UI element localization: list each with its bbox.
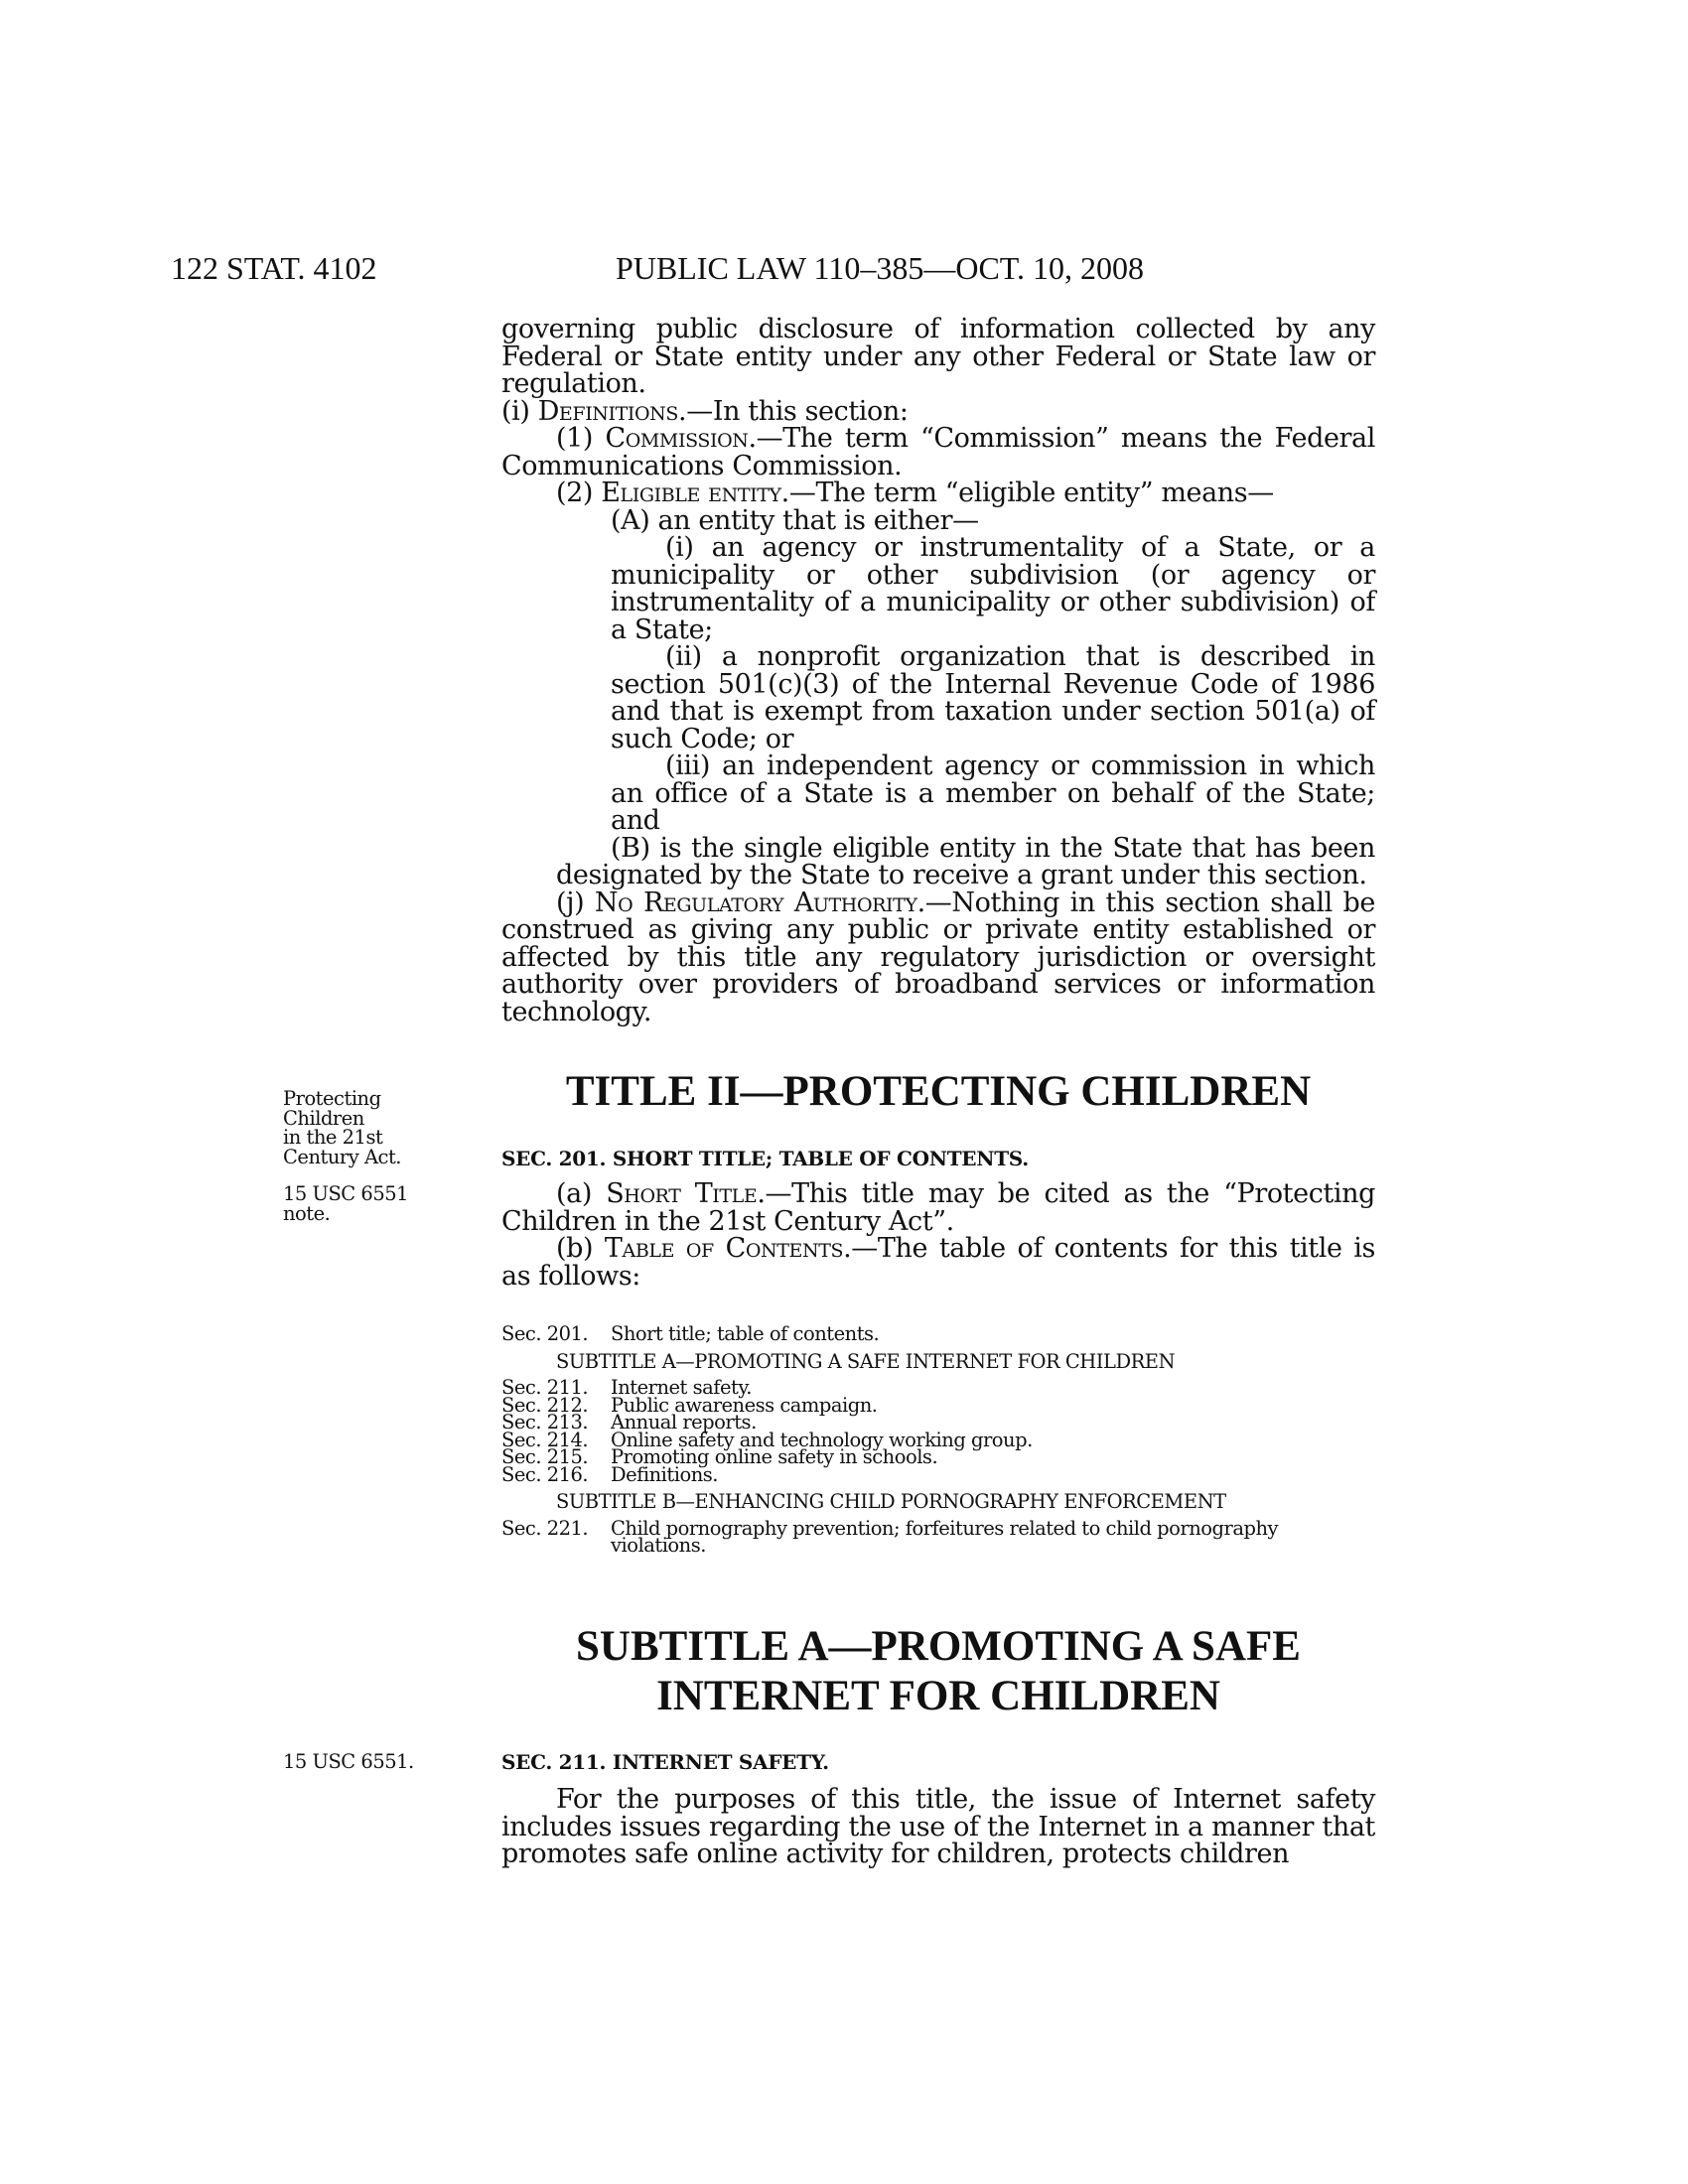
section-201-heading: SEC. 201. SHORT TITLE; TABLE OF CONTENTS. bbox=[501, 1147, 1029, 1170]
toc-entry: Sec. 212. Public awareness campaign. bbox=[501, 1393, 878, 1417]
clause-i: (i) an agency or instrumentality of a State, or a municipality or other subdivision (or agency or instrumentality of a municipality or other subdivision) of a State; bbox=[611, 532, 1375, 645]
margin-note-usc: 15 USC 6551 note. bbox=[283, 1182, 409, 1225]
section-211-body bbox=[501, 1786, 1375, 1868]
toc-entry: Sec. 211. Internet safety. bbox=[501, 1376, 752, 1399]
paragraph-2: (2) Eligible entity.—The term “eligible entity” means— bbox=[556, 478, 1274, 508]
subsection-j: (j) No Regulatory Authority.—Nothing in this section shall be construed as giving any public or private entity established or affected by this title any regulatory jurisdiction or oversight authority over providers of broadband services or information technology. bbox=[501, 887, 1376, 1027]
toc-entry: Sec. 216. Definitions. bbox=[501, 1462, 719, 1486]
statute-page-number: 122 STAT. 4102 bbox=[171, 250, 377, 286]
subparagraph-B: (B) is the single eligible entity in the State that has been designated by the State to receive a grant under this section. bbox=[556, 832, 1375, 890]
toc-entry: Sec. 214. Online safety and technology working group. bbox=[501, 1428, 1033, 1451]
paragraph-continued: governing public disclosure of information collected by any Federal or State entity under any other Federal or State law or regulation. bbox=[501, 314, 1375, 399]
section-201-body bbox=[501, 1180, 1375, 1290]
section-211-heading: SEC. 211. INTERNET SAFETY. bbox=[501, 1750, 829, 1774]
toc-entry: Sec. 213. Annual reports. bbox=[501, 1411, 757, 1433]
subsection-i: (i) Definitions.—In this section: bbox=[501, 395, 909, 427]
clause-iii: (iii) an independent agency or commission in which an office of a State is a member on behalf of the State; and bbox=[611, 751, 1375, 836]
subtitle-a-heading: SUBTITLE A—PROMOTING A SAFE INTERNET FOR CHILDREN bbox=[576, 1623, 1301, 1719]
clause-ii: (ii) a nonprofit organization that is described in section 501(c)(3) of the Internal Revenue Code of 1986 and that is exempt from taxation under section 501(a) of such Code; or bbox=[611, 641, 1375, 754]
subsection-heading: No Regulatory Authority bbox=[594, 887, 917, 918]
subparagraph-A: (A) an entity that is either— bbox=[611, 504, 979, 536]
margin-note-short-title: Protecting Children in the 21st Century Act. bbox=[283, 1087, 401, 1168]
toc-subtitle-b: SUBTITLE B—ENHANCING CHILD PORNOGRAPHY ENFORCEMENT bbox=[556, 1490, 1226, 1513]
paragraph-1: (1) Commission.—The term “Commission” means the Federal Communications Commission. bbox=[501, 423, 1375, 481]
toc-subtitle-a: SUBTITLE A—PROMOTING A SAFE INTERNET FOR CHILDREN bbox=[556, 1349, 1176, 1373]
section-continuation bbox=[501, 316, 1375, 1025]
toc-entry: Sec. 221. Child pornography prevention; forfeitures related to child pornography violations. bbox=[501, 1516, 1279, 1557]
toc-entry: Sec. 215. Promoting online safety in schools. bbox=[501, 1445, 938, 1468]
subsection-b: (b) Table of Contents.—The table of contents for this title is as follows: bbox=[501, 1233, 1375, 1292]
subsection-heading: Table of Contents bbox=[604, 1233, 844, 1264]
paragraph-heading: Commission bbox=[605, 423, 749, 454]
subsection-heading: Short Title bbox=[606, 1178, 758, 1209]
margin-note-usc-6551: 15 USC 6551. bbox=[283, 1750, 414, 1773]
title-heading: TITLE II—PROTECTING CHILDREN bbox=[565, 1068, 1312, 1115]
subsection-a: (a) Short Title.—This title may be cited as the “Protecting Children in the 21st Century Act”. bbox=[501, 1178, 1375, 1237]
toc-entry: Sec. 201. Short title; table of contents. bbox=[501, 1322, 880, 1345]
paragraph: For the purposes of this title, the issue of Internet safety includes issues regarding the use of the Internet in a manner that promotes safe online activity for children, protects children bbox=[501, 1784, 1375, 1869]
table-of-contents bbox=[501, 1322, 1375, 1557]
subsection-heading: Definitions bbox=[537, 395, 679, 427]
paragraph-heading: Eligible entity bbox=[601, 478, 781, 508]
running-header: PUBLIC LAW 110–385—OCT. 10, 2008 bbox=[616, 250, 1144, 286]
